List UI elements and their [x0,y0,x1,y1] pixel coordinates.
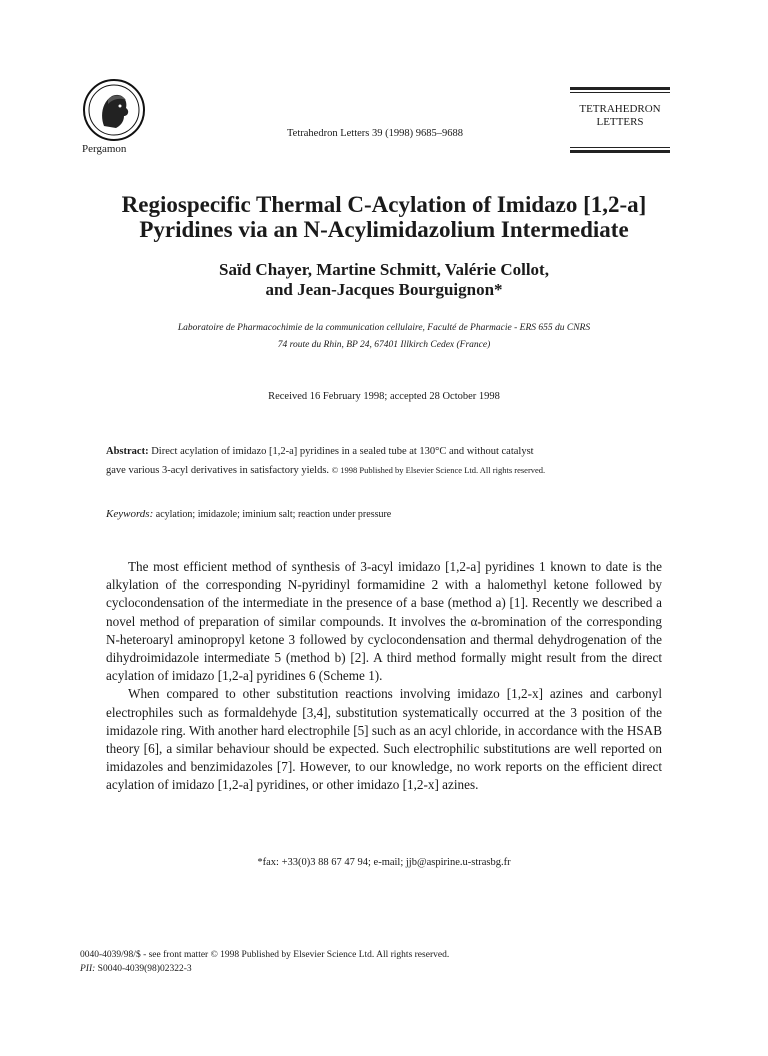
abstract [106,443,666,480]
received-dates: Received 16 February 1998; accepted 28 October 1998 [268,391,500,402]
abstract-copyright: © 1998 Published by Elsevier Science Ltd. All rights reserved. [331,465,546,475]
keywords [106,508,391,520]
front-matter-line: 0040-4039/98/$ - see front matter © 1998 Published by Elsevier Science Ltd. All rights reserved. [80,950,450,960]
body-text [106,558,662,795]
affiliation-line1: Laboratoire de Pharmacochimie de la communication cellulaire, Faculté de Pharmacie - ERS 655 du CNRS [177,323,591,333]
paper-title [80,192,688,242]
abstract-text-line2: gave various 3-acyl derivatives in satisfactory yields. [106,465,330,476]
journal-citation: Tetrahedron Letters 39 (1998) 9685–9688 [287,128,463,139]
journal-name-line1: TETRAHEDRON [579,103,661,115]
front-matter-notice [80,948,449,976]
publisher-logo [82,78,146,142]
abstract-text-line1: Direct acylation of imidazo [1,2-a] pyridines in a sealed tube at 130°C and without catalyst [151,446,534,457]
body-paragraph-1: The most efficient method of synthesis of 3-acyl imidazo [1,2-a] pyridines 1 known to date is the alkylation of the corresponding N-pyridinyl formamidine 2 with a halomethyl ketone followed by cyclocondensation of the intermediate in the presence of a base (method a) [1]. Recently we described a novel method of preparation of similar compounds. It involves the α-bromination of the corresponding N-heteroaryl aminopropyl ketone 3 followed by cyclocondensation and thermal dehydrogenation of the dihydroimidazole intermediate 5 (method b) [2]. A third method formally might result from the direct acylation of imidazo [1,2-a] pyridines 6 (Scheme 1). [106,559,662,684]
journal-name-line2: LETTERS [596,116,644,128]
header-rule-bottom-thin [570,147,670,148]
header-rule-top-thin [570,92,670,93]
abstract-label: Abstract: [106,446,149,457]
header-rule-top [570,87,670,90]
pii-label: PII: [80,964,96,974]
body-paragraph-2: When compared to other substitution reactions involving imidazo [1,2-x] azines and carbonyl electrophiles such as formaldehyde [3,4], substitution systematically occurred at the 3 position of the imidazole ring. With another hard electrophile [5] such as an acyl chloride, in accordance with the HSAB theory [6], a similar behaviour should be expected. Such electrophilic substitutions are well reported on imidazoles and benzimidazoles [7]. However, to our knowledge, no work reports on the efficient direct acylation of imidazo [1,2-a] pyridines, or other imidazo [1,2-x] azines. [106,686,662,793]
paper-title-line2: Pyridines via an N-Acylimidazolium Intermediate [139,217,629,242]
keywords-text: acylation; imidazole; iminium salt; reaction under pressure [155,509,392,520]
publisher-name: Pergamon [82,143,127,155]
paper-title-line1: Regiospecific Thermal C-Acylation of Imidazo [1,2-a] [121,192,647,217]
affiliation-line2: 74 route du Rhin, BP 24, 67401 Illkirch Cedex (France) [277,340,491,350]
author-list-line1: Saïd Chayer, Martine Schmitt, Valérie Collot, [219,260,549,279]
keywords-label: Keywords: [106,508,154,520]
affiliation [80,320,688,354]
author-list-line2: and Jean-Jacques Bourguignon* [265,280,503,299]
pergamon-logo-icon [82,78,146,142]
pii-value: S0040-4039(98)02322-3 [97,964,192,974]
journal-name [570,103,670,129]
author-list [80,260,688,300]
header-rule-bottom [570,150,670,153]
corresponding-author-footnote: *fax: +33(0)3 88 67 47 94; e-mail; jjb@aspirine.u-strasbg.fr [257,857,511,868]
